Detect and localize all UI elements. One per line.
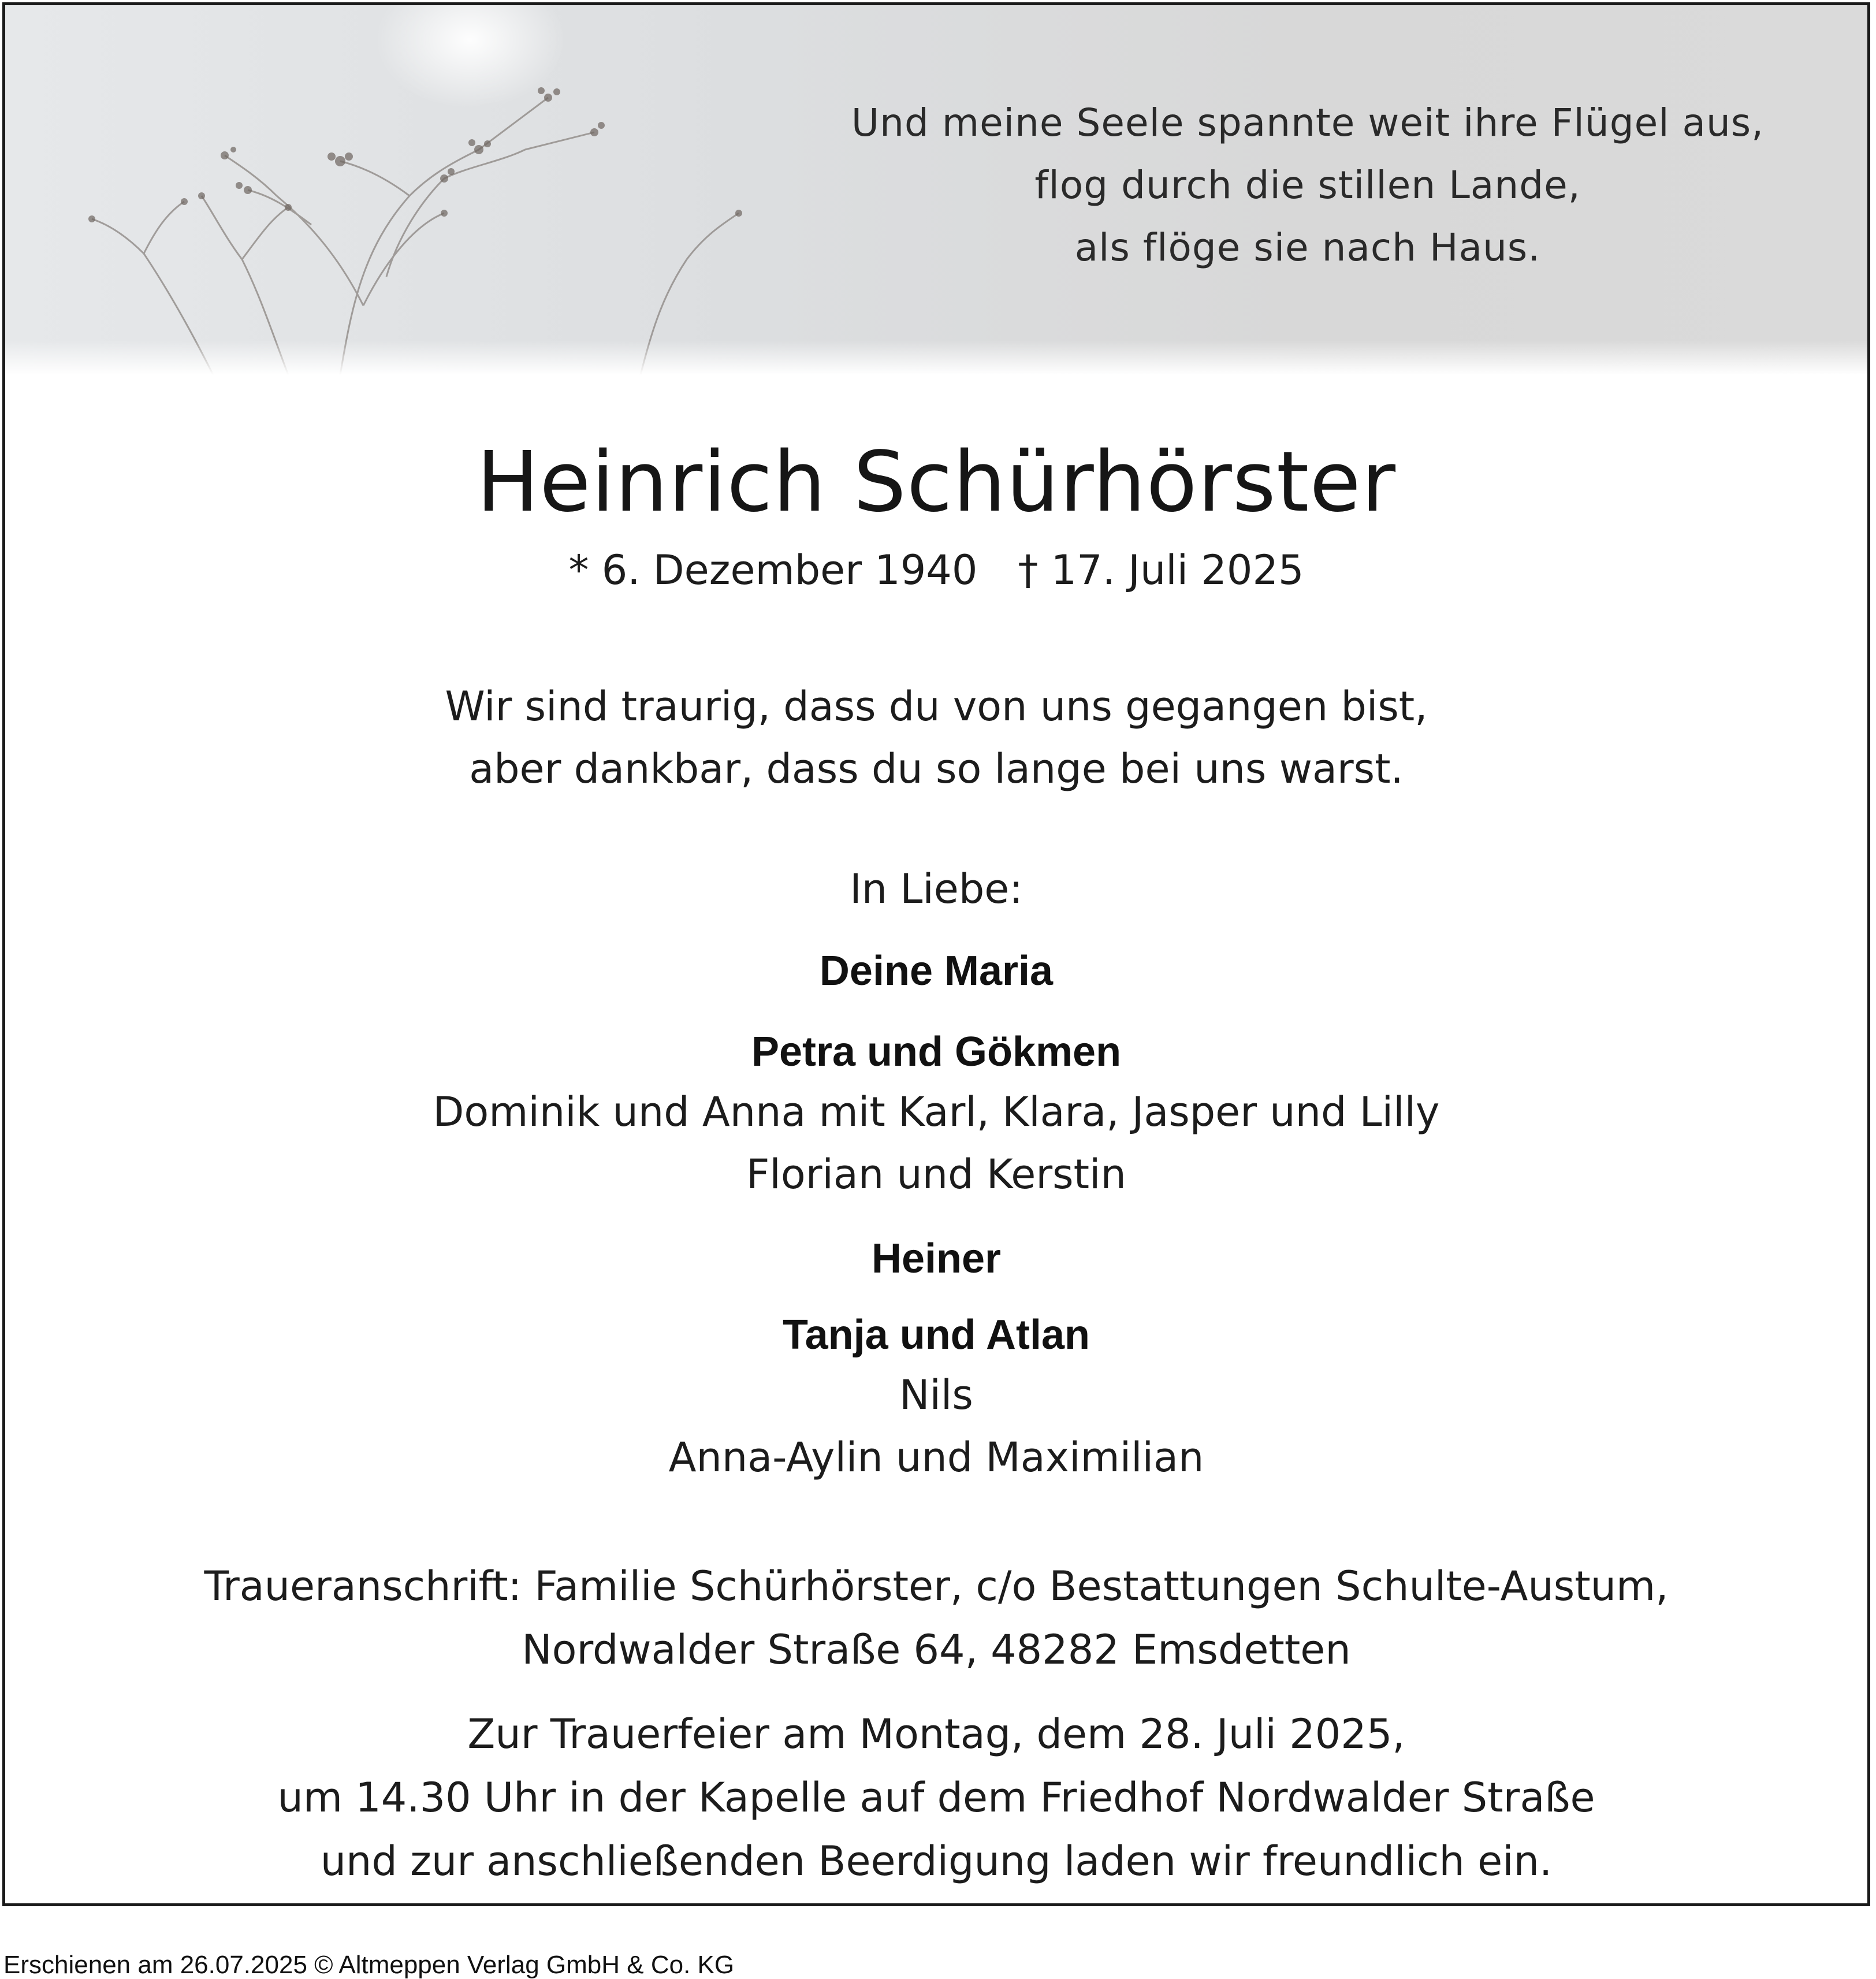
mourner-head: Deine Maria (819, 948, 1054, 994)
memorial-saying (5, 675, 1867, 800)
header-image (5, 5, 1867, 375)
quote-line: flog durch die stillen Lande, (1034, 163, 1581, 207)
saying-line: aber dankbar, dass du so lange bei uns warst. (469, 745, 1404, 793)
invitation-line: Zur Trauerfeier am Montag, dem 28. Juli 2025, (467, 1710, 1405, 1758)
death-date: † 17. Juli 2025 (1018, 546, 1304, 594)
header-quote (698, 92, 1867, 279)
saying-line: Wir sind traurig, dass du von uns gegangen bist, (445, 683, 1428, 730)
mourning-address (5, 1554, 1867, 1682)
mourner-member: Florian und Kerstin (746, 1151, 1126, 1198)
invitation-line: um 14.30 Uhr in der Kapelle auf dem Friedhof Nordwalder Straße (277, 1774, 1595, 1821)
mourners-intro: In Liebe: (850, 865, 1023, 913)
obituary-card (2, 2, 1870, 1906)
dried-flower-illustration (40, 5, 762, 375)
deceased-name: Heinrich Schürhörster (476, 433, 1397, 530)
quote-line: Und meine Seele spannte weit ihre Flügel aus, (851, 101, 1765, 145)
mourner-member: Nils (899, 1371, 973, 1419)
quote-line: als flöge sie nach Haus. (1074, 225, 1541, 270)
mourner-head: Tanja und Atlan (783, 1312, 1090, 1358)
address-line: Traueranschrift: Familie Schürhörster, c/o Bestattungen Schulte-Austum, (204, 1563, 1669, 1610)
mourner-member: Anna-Aylin und Maximilian (668, 1434, 1204, 1481)
publication-note: Erschienen am 26.07.2025 © Altmeppen Verlag GmbH & Co. KG (3, 1951, 735, 1979)
mourner-group (5, 1023, 1867, 1206)
mourner-head: Petra und Gökmen (751, 1029, 1122, 1075)
funeral-invitation (5, 1702, 1867, 1893)
mourner-group (5, 1306, 1867, 1489)
address-line: Nordwalder Straße 64, 48282 Emsdetten (522, 1626, 1351, 1673)
header-fade (5, 340, 1867, 375)
life-dates (5, 541, 1867, 599)
birth-date: * 6. Dezember 1940 (568, 546, 978, 594)
mourner-head: Heiner (871, 1236, 1002, 1282)
invitation-line: und zur anschließenden Beerdigung laden wir freundlich ein. (320, 1837, 1553, 1885)
mourner-member: Dominik und Anna mit Karl, Klara, Jasper und Lilly (433, 1088, 1440, 1136)
